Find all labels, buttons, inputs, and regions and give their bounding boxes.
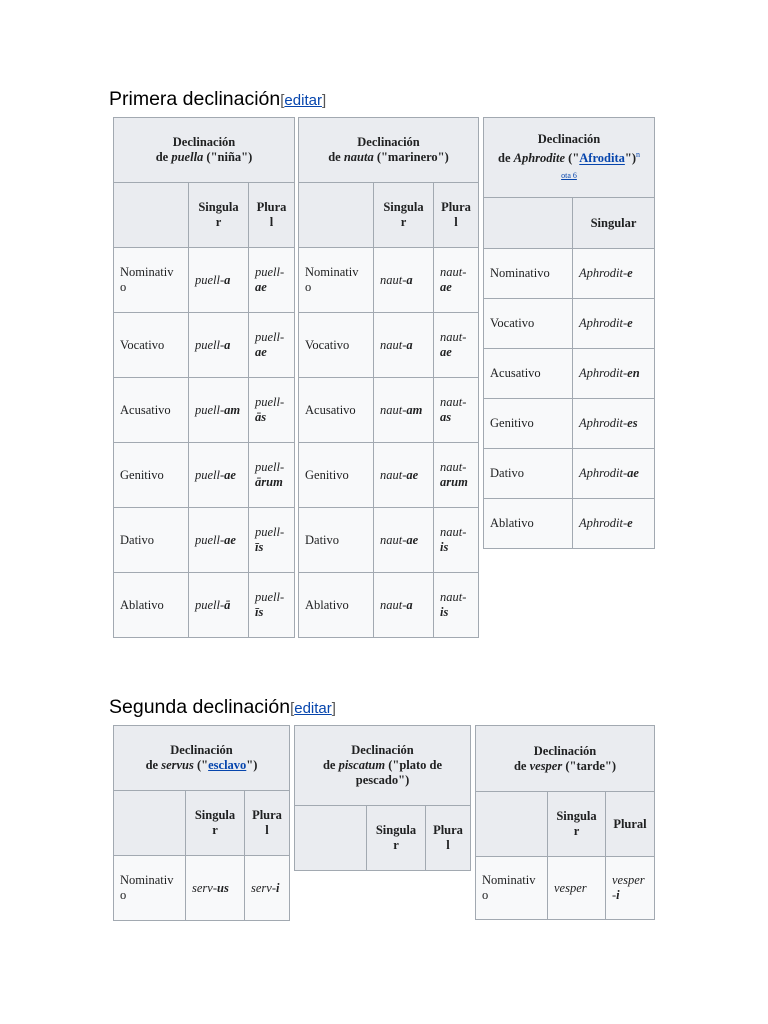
table-header: Declinación de puella ("niña") [114, 118, 295, 183]
case-label: Vocativo [299, 313, 374, 378]
case-label: Vocativo [114, 313, 189, 378]
column-header-singular: Singula r [189, 183, 249, 248]
singular-form: Aphrodit-en [573, 349, 655, 399]
table-row [484, 349, 655, 399]
table-row [299, 508, 479, 573]
case-label: Dativo [484, 449, 573, 499]
column-header-singular: Singula r [367, 806, 426, 871]
column-header-plural: Plura l [245, 791, 290, 856]
plural-form: naut-is [434, 508, 479, 573]
case-label: Nominativ o [476, 857, 548, 920]
plural-form: puell-ae [249, 248, 295, 313]
esclavo-link[interactable]: esclavo [208, 758, 247, 772]
singular-form: puell-a [189, 248, 249, 313]
section-title: Segunda declinación [109, 696, 291, 718]
plural-form: serv-i [245, 856, 290, 921]
empty-header-cell [295, 806, 367, 871]
section-heading-segunda: Segunda declinación[editar] [109, 696, 336, 718]
table-row [484, 449, 655, 499]
singular-form: vesper [548, 857, 606, 920]
table-header: Declinación de piscatum ("plato de pescado") [295, 726, 471, 806]
section-heading-primera: Primera declinación[editar] [109, 88, 327, 110]
table-header: Declinación de Aphrodite ("Afrodita")$^n$ ota 6 [484, 118, 655, 198]
plural-form: puell-īs [249, 508, 295, 573]
section-title: Primera declinación [109, 88, 281, 110]
table-row [484, 249, 655, 299]
table-row [114, 856, 290, 921]
table-row [299, 378, 479, 443]
declension-table-puella [113, 117, 295, 638]
table-row [299, 248, 479, 313]
singular-form: Aphrodit-ae [573, 449, 655, 499]
singular-form: Aphrodit-es [573, 399, 655, 449]
case-label: Vocativo [484, 299, 573, 349]
table-header: Declinación de servus ("esclavo") [114, 726, 290, 791]
note-ref[interactable]: n [635, 150, 640, 160]
table-header: Declinación de nauta ("marinero") [299, 118, 479, 183]
column-header-plural: Plura l [249, 183, 295, 248]
table-header: Declinación de vesper ("tarde") [476, 726, 655, 792]
case-label: Ablativo [299, 573, 374, 638]
declension-table-vesper [475, 725, 655, 920]
note-link[interactable]: ota 6 [561, 170, 577, 180]
plural-form: puell-īs [249, 573, 295, 638]
singular-form: naut-a [374, 248, 434, 313]
case-label: Ablativo [114, 573, 189, 638]
declension-table-piscatum [294, 725, 471, 871]
table-row [476, 857, 655, 920]
singular-form: puell-ā [189, 573, 249, 638]
case-label: Nominativ o [114, 856, 186, 921]
edit-link[interactable]: editar [284, 92, 322, 109]
singular-form: naut-am [374, 378, 434, 443]
empty-header-cell [114, 183, 189, 248]
case-label: Nominativ o [114, 248, 189, 313]
singular-form: puell-ae [189, 443, 249, 508]
singular-form: naut-ae [374, 508, 434, 573]
case-label: Acusativo [484, 349, 573, 399]
empty-header-cell [114, 791, 186, 856]
table-row [299, 573, 479, 638]
table-row [114, 248, 295, 313]
column-header-plural: Plura l [426, 806, 471, 871]
edit-link[interactable]: editar [294, 700, 332, 717]
case-label: Acusativo [114, 378, 189, 443]
case-label: Nominativo [484, 249, 573, 299]
table-row [484, 499, 655, 549]
singular-form: serv-us [186, 856, 245, 921]
singular-form: Aphrodit-e [573, 299, 655, 349]
table-row [299, 313, 479, 378]
empty-header-cell [484, 198, 573, 249]
table-row [114, 443, 295, 508]
plural-form: naut-is [434, 573, 479, 638]
column-header-singular: Singular [573, 198, 655, 249]
singular-form: Aphrodit-e [573, 499, 655, 549]
case-label: Genitivo [114, 443, 189, 508]
singular-form: puell-am [189, 378, 249, 443]
table-row [114, 313, 295, 378]
empty-header-cell [476, 792, 548, 857]
plural-form: vesper -i [606, 857, 655, 920]
column-header-plural: Plural [606, 792, 655, 857]
plural-form: naut-ae [434, 313, 479, 378]
declension-table-aphrodite [483, 117, 655, 549]
plural-form: naut-as [434, 378, 479, 443]
plural-form: puell-ās [249, 378, 295, 443]
case-label: Genitivo [299, 443, 374, 508]
case-label: Genitivo [484, 399, 573, 449]
singular-form: naut-a [374, 573, 434, 638]
case-label: Acusativo [299, 378, 374, 443]
column-header-singular: Singula r [548, 792, 606, 857]
afrodita-link[interactable]: Afrodita [579, 151, 625, 166]
singular-form: Aphrodit-e [573, 249, 655, 299]
column-header-plural: Plura l [434, 183, 479, 248]
singular-form: naut-ae [374, 443, 434, 508]
case-label: Nominativ o [299, 248, 374, 313]
case-label: Dativo [114, 508, 189, 573]
singular-form: puell-a [189, 313, 249, 378]
empty-header-cell [299, 183, 374, 248]
declension-table-nauta [298, 117, 479, 638]
table-row [484, 399, 655, 449]
declension-table-servus [113, 725, 290, 921]
table-row [299, 443, 479, 508]
plural-form: puell-ārum [249, 443, 295, 508]
table-row [114, 508, 295, 573]
table-row [484, 299, 655, 349]
table-row [114, 573, 295, 638]
plural-form: naut-ae [434, 248, 479, 313]
singular-form: naut-a [374, 313, 434, 378]
column-header-singular: Singula r [374, 183, 434, 248]
column-header-singular: Singula r [186, 791, 245, 856]
table-row [114, 378, 295, 443]
plural-form: puell-ae [249, 313, 295, 378]
case-label: Dativo [299, 508, 374, 573]
plural-form: naut-arum [434, 443, 479, 508]
case-label: Ablativo [484, 499, 573, 549]
singular-form: puell-ae [189, 508, 249, 573]
